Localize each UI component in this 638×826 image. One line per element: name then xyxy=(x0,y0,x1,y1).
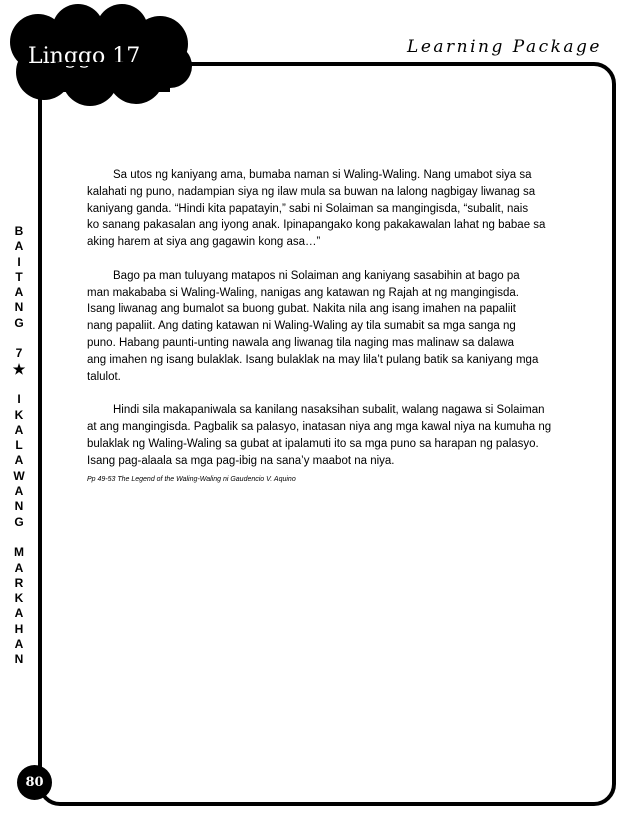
side-label-letter: G xyxy=(14,315,24,330)
text-line: aking harem at siya ang gagawin kong asa…” xyxy=(87,236,321,249)
paragraph xyxy=(87,268,547,386)
text-line: bulaklak ng Waling-Waling sa gubat at ipalamuti ito sa mga puno sa harapan ng palasyo. xyxy=(87,437,539,450)
side-label-letter: H xyxy=(14,621,24,636)
text-line: man makababa si Waling-Waling, nanigas ang katawan ng Rajah at ng mangingisda. xyxy=(87,286,519,299)
week-title: Linggo 17 xyxy=(28,44,141,69)
source-citation: Pp 49-53 The Legend of the Waling-Waling ni Gaudencio V. Aquino xyxy=(87,476,296,484)
side-label-letter: A xyxy=(14,637,24,652)
story-text xyxy=(87,167,552,502)
star-icon: ★ xyxy=(12,360,26,377)
text-line: kalahati ng puno, nadampian siya ng ilaw mula sa buwan na lalong nagbigay liwanag sa xyxy=(87,185,536,198)
side-label-letter: 7 xyxy=(15,346,23,361)
side-label-letter: I xyxy=(17,254,21,269)
side-label-letter: N xyxy=(14,652,24,667)
side-label-letter: A xyxy=(14,239,24,254)
vertical-side-label xyxy=(4,224,34,668)
side-label-letter: A xyxy=(14,422,24,437)
paragraph xyxy=(87,402,552,469)
side-label-letter: A xyxy=(14,285,24,300)
side-label-letter: W xyxy=(13,468,25,483)
text-line: Sa utos ng kaniyang ama, bumaba naman si Waling-Waling. Nang umabot siya sa xyxy=(113,169,532,181)
page-number: 80 xyxy=(17,765,52,800)
text-line: nang papaliit. Ang dating katawan ni Waling-Waling ay tila sumabit sa mga sanga ng xyxy=(87,320,516,333)
text-line: kaniyang ganda. “Hindi kita papatayin,” sabi ni Solaiman sa mangingisda, “subalit, nais xyxy=(87,202,529,215)
text-line: ang imahen ng isang bulaklak. Isang bulaklak na may lila’t pulang batik sa kaniyang mga xyxy=(87,353,539,366)
text-line: Isang liwanag ang bumalot sa buong gubat. Nakita nila ang isang imahen na papaliit xyxy=(87,303,516,316)
text-line: talulot. xyxy=(87,370,121,383)
side-label-letter: A xyxy=(14,560,24,575)
side-label-letter: K xyxy=(14,591,24,606)
side-label-letter: N xyxy=(14,499,24,514)
learning-package-label: Learning Package xyxy=(407,37,602,57)
text-line: Bago pa man tuluyang matapos ni Solaiman ang kaniyang sasabihin at bago pa xyxy=(113,269,520,282)
side-label-letter: A xyxy=(14,453,24,468)
text-line: ko sanang pakasalan ang iyong anak. Ipinapangako kong pakakawalan lahat ng babae sa xyxy=(87,219,546,232)
side-label-letter: G xyxy=(14,514,24,529)
side-label-letter: M xyxy=(14,545,24,560)
text-line: Isang pag-alaala sa mga pag-ibig na sana’y maabot na niya. xyxy=(87,454,395,467)
side-label-letter: T xyxy=(15,269,23,284)
text-line: Hindi sila makapaniwala sa kanilang nasaksihan subalit, walang nagawa si Solaiman xyxy=(113,404,545,417)
side-label-letter: R xyxy=(14,575,24,590)
paragraph xyxy=(87,167,547,251)
side-label-letter: B xyxy=(14,224,24,238)
side-label-letter: I xyxy=(17,392,21,407)
side-label-letter: K xyxy=(14,407,24,422)
text-line: puno. Habang paunti-unting nawala ang liwanag tila naging mas malinaw sa dalawa xyxy=(87,336,515,349)
side-label-letter: A xyxy=(14,606,24,621)
side-label-letter: A xyxy=(14,484,24,499)
side-label-letter: N xyxy=(14,300,24,315)
side-label-letter: L xyxy=(15,438,23,453)
text-line: at ang mangingisda. Pagbalik sa palasyo, inatasan niya ang mga kawal niya na kumuha ng xyxy=(87,420,552,433)
